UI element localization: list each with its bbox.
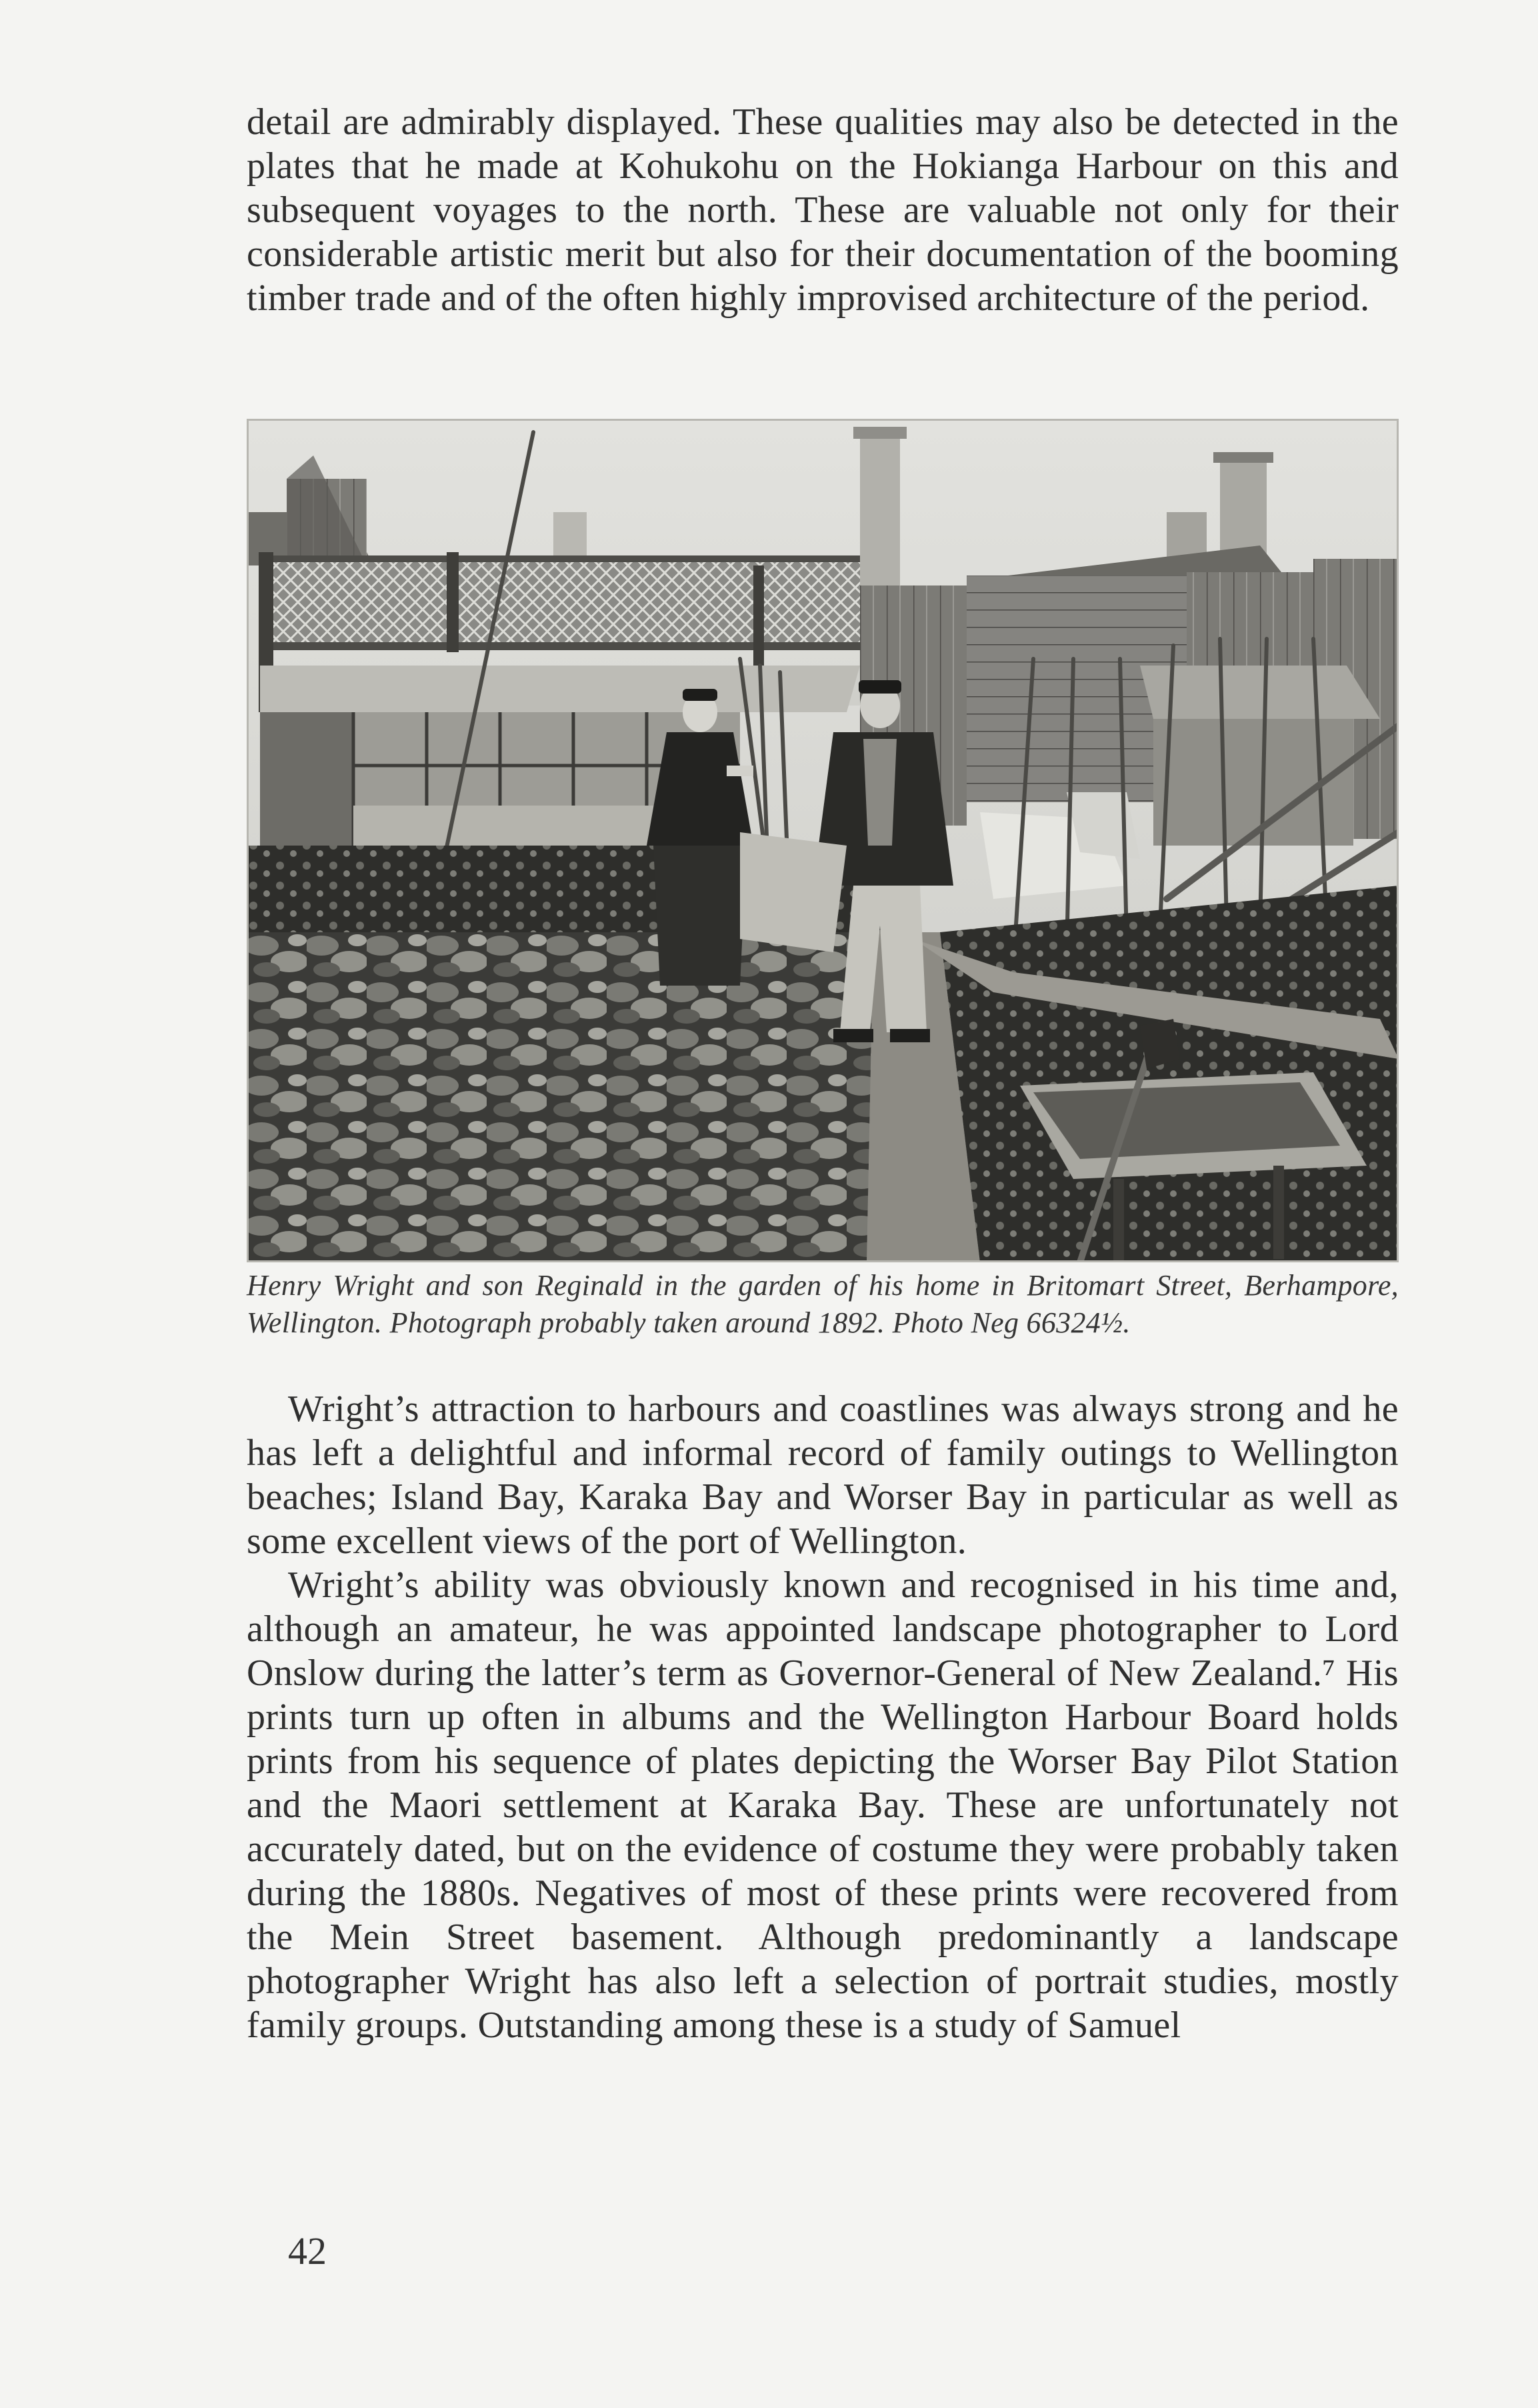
main-text-block [247, 1387, 1399, 2047]
paragraph-ability: Wright’s ability was obviously known and recognised in his time and, although an amateur, he was appointed landscape photographer to Lord Onslow during the latter’s term as Governor-General of New Zealand.⁷ His prints turn up often in albums and the Wellington Harbour Board holds prints from his sequence of plates depicting the Worser Bay Pilot Station and the Maori settlement at Karaka Bay. These are unfortunately not accurately dated, but on the evidence of costume they were probably taken during the 1880s. Negatives of most of these prints were recovered from the Mein Street basement. Although predominantly a landscape photographer Wright has also left a selection of portrait studies, mostly family groups. Outstanding among these is a study of Samuel [247, 1564, 1399, 2046]
photograph [247, 419, 1399, 1262]
photo-caption: Henry Wright and son Reginald in the garden of his home in Britomart Street, Berhampore, Wellington. Photograph probably taken around 1892. Photo Neg 66324½. [247, 1269, 1399, 1339]
top-paragraph: detail are admirably displayed. These qualities may also be detected in the plates that he made at Kohukohu on the Hokianga Harbour on this and subsequent voyages to the north. These are valuable not only for their considerable artistic merit but also for their documentation of the booming timber trade and of the often highly improvised architecture of the period. [247, 101, 1399, 319]
garden-photo-image [247, 419, 1399, 1262]
page-number: 42 [288, 2229, 327, 2273]
paragraph-harbours: Wright’s attraction to harbours and coastlines was always strong and he has left a delightful and informal record of family outings to Wellington beaches; Island Bay, Karaka Bay and Worser Bay in particular as well as some excellent views of the port of Wellington. [247, 1388, 1399, 1562]
top-text-block [247, 100, 1399, 320]
